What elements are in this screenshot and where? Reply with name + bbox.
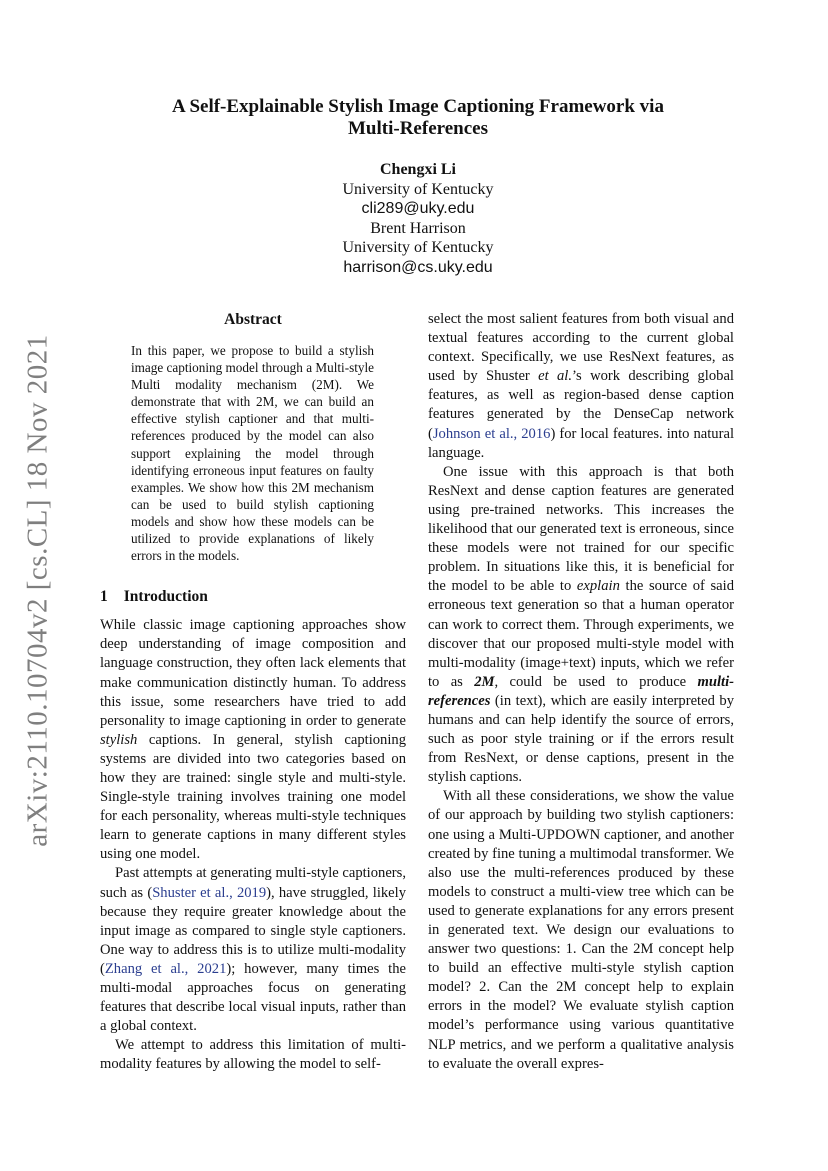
section-title: Introduction <box>123 588 208 606</box>
left-column <box>100 310 406 1074</box>
citation-link[interactable]: Shuster et al., 2019 <box>152 884 267 901</box>
abstract-heading: Abstract <box>224 311 282 328</box>
intro-paragraph-3-continued: select the most salient features from both visual and textual features according to the current global context. Specifically, we use ResNext features, as used by Shuster et al.’s work describing global features, as well as region-based dense caption features generated by the DenseCap network (Johnson et al., 2016) for local features. into natural language. <box>428 311 734 461</box>
intro-paragraph-4: One issue with this approach is that both ResNext and dense caption features are generated using pre-trained networks. This increases the likelihood that our generated text is erroneous, since these models were not trained for our specific problem. In situations like this, it is beneficial for the model to be able to explain the source of said erroneous text generation so that a human operator can work to correct them. Through experiments, we discover that our proposed multi-style model with multi-modality (image+text) inputs, which we refer to as 2M, could be used to produce multi-references (in text), which are easily interpreted by humans and can help identify the source of errors, such as poor style training or if the errors result from ResNext, or dense captions, present in the stylish captions. <box>428 463 734 786</box>
citation-link[interactable]: Johnson et al., 2016 <box>432 425 551 442</box>
intro-paragraph-5: With all these considerations, we show the value of our approach by building two stylish captioners: one using a Multi-UPDOWN captioner, and another created by fine tuning a multimodal transformer. We also use the multi-references produced by these models to construct a multi-view tree which can be used to generate explanations for any errors present in generated text. We design our evaluations to answer two questions: 1. Can the 2M concept help to build an effective multi-style stylish caption model? 2. Can the 2M concept help to explain errors in the model? We evaluate stylish caption model’s performance using various quantitative NLP metrics, and we perform a qualitative analysis to evaluate the overall expres- <box>428 788 734 1072</box>
author-1-email: cli289@uky.edu <box>361 200 475 217</box>
author-1-name: Chengxi Li <box>379 161 456 178</box>
section-number: 1 <box>100 588 108 606</box>
author-2-name: Brent Harrison <box>370 219 466 237</box>
author-2-email: harrison@cs.uky.edu <box>343 258 493 276</box>
citation-link[interactable]: Zhang et al., 2021 <box>104 960 227 977</box>
author-block <box>100 160 736 277</box>
section-heading-introduction <box>100 588 406 606</box>
paper-title-line-2: Multi-References <box>348 118 488 139</box>
paper-title-line-1: A Self-Explainable Stylish Image Captioning Framework via <box>172 96 664 117</box>
arxiv-identifier: arXiv:2110.10704v2 [cs.CL] 18 Nov 2021 <box>21 333 54 847</box>
intro-paragraph-1: While classic image captioning approaches show deep understanding of image composition and language construction, they often lack elements that make communication distinctly human. To address this issue, some researchers have tried to add personality to image captioning in order to generate stylish captions. In general, stylish captioning systems are divided into two categories based on how they are trained: single style and multi-style. Single-style training involves training one model for each personality, whereas multi-style techniques learn to generate captions in many different styles using one model. <box>100 617 406 863</box>
intro-paragraph-3: We attempt to address this limitation of multi-modality features by allowing the model to self- <box>100 1037 406 1073</box>
author-2-affiliation: University of Kentucky <box>342 239 494 256</box>
paper-title <box>100 96 736 140</box>
arxiv-sidebar-stamp <box>18 330 58 850</box>
abstract-text: In this paper, we propose to build a stylish image captioning model through a Multi-style Multi modality mechanism (2M). We demonstrate that with 2M, we can build an effective stylish captioner and that multi-references produced by the model can also support explaining the model through identifying erroneous input features on faulty examples. We show how this 2M mechanism can be used to build stylish captioning models and show how these models can be utilized to provide explanations of likely errors in the models. <box>131 343 374 564</box>
right-column <box>428 310 734 1074</box>
intro-paragraph-2: Past attempts at generating multi-style captioners, such as (Shuster et al., 2019), have struggled, likely because they require greater knowledge about the input image as compared to single style captioners. One way to address this is to utilize multi-modality (Zhang et al., 2021); however, many times the multi-modal approaches focus on generating features that describe local visual inputs, rather than a global context. <box>100 865 407 1035</box>
author-1-affiliation: University of Kentucky <box>342 180 494 198</box>
